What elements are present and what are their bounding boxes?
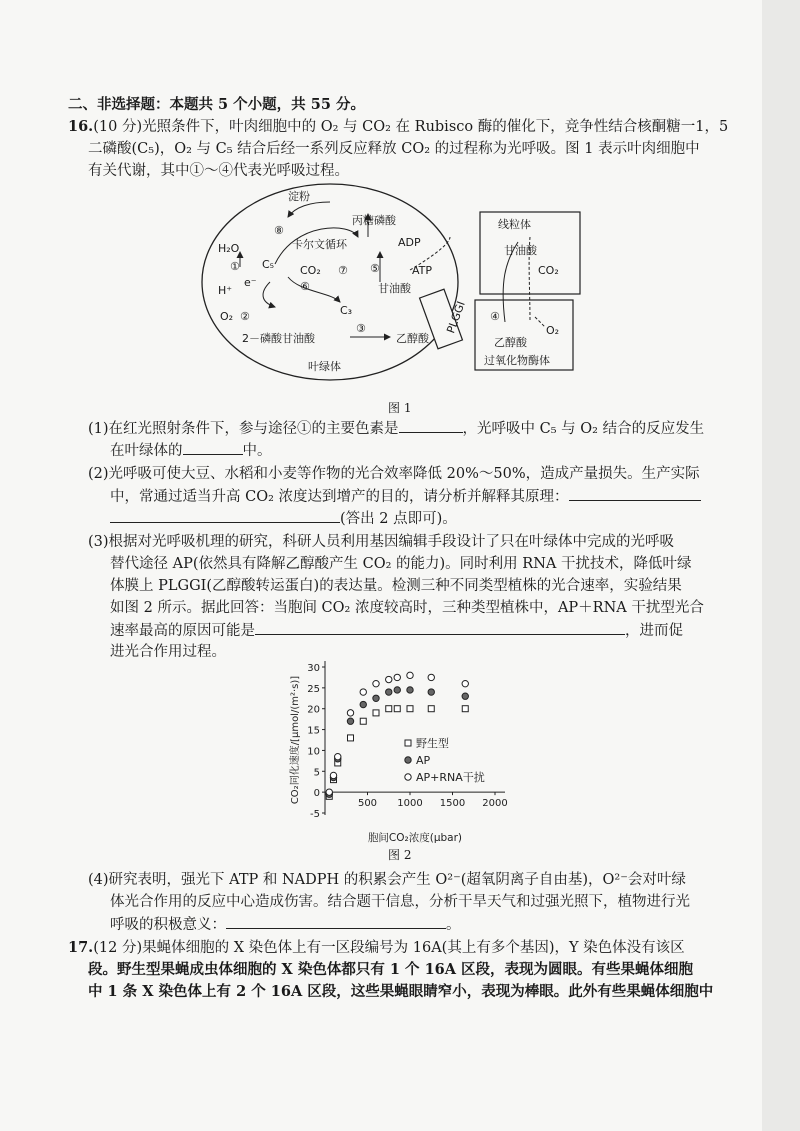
point-ap-rnai: [326, 789, 332, 795]
legend-marker-ap: [405, 757, 411, 763]
label-c5: C₅: [262, 258, 275, 271]
point-wild-type: [386, 706, 392, 712]
y-tick-label: 10: [307, 746, 320, 758]
point-ap-rnai: [330, 772, 336, 778]
label-glycerate: 甘油酸: [378, 282, 411, 295]
label-co2: CO₂: [300, 264, 321, 277]
label-h2o: H₂O: [218, 242, 240, 255]
label-n4: ④: [490, 310, 500, 323]
point-wild-type: [462, 706, 468, 712]
chloroplast-outline: [202, 184, 458, 380]
label-n7: ⑦: [338, 264, 348, 277]
q17-line-3: 中 1 条 X 染色体上有 2 个 16A 区段，这些果蝇眼睛窄小，表现为棒眼。此外有些果蝇体细胞中: [88, 983, 714, 1000]
label-h-plus: H⁺: [218, 284, 233, 297]
label-n6: ⑥: [300, 280, 310, 293]
q16-sub2-line-3: (答出 2 点即可)。: [110, 508, 457, 529]
figure-1-diagram: [200, 182, 600, 412]
point-ap-rnai: [347, 710, 353, 716]
point-wild-type: [348, 735, 354, 741]
point-wild-type: [360, 718, 366, 724]
q16-stem-line-3: 有关代谢，其中①～④代表光呼吸过程。: [88, 163, 349, 179]
label-glycolate: 乙醇酸: [396, 332, 429, 345]
point-ap-rnai: [407, 672, 413, 678]
q17-line-1: 17.(12 分)果蝇体细胞的 X 染色体上有一区段编号为 16A(其上有多个基因)，Y 染色体没有该区: [68, 939, 685, 956]
q16-stem-line-1: 16.(10 分)光照条件下，叶肉细胞中的 O₂ 与 CO₂ 在 Rubisco 酶的催化下，竞争性结合核酮糖一1，5: [68, 118, 729, 135]
q16-sub4-line-3: 呼吸的积极意义： 。: [110, 914, 461, 935]
point-ap: [428, 689, 434, 695]
point-ap: [360, 701, 366, 707]
label-pga: 2－磷酸甘油酸: [242, 332, 315, 345]
point-wild-type: [428, 706, 434, 712]
q16-sub3-line-2: 替代途径 AP(依然具有降解乙醇酸产生 CO₂ 的能力)。同时利用 RNA 干扰技术，降低叶绿: [110, 556, 692, 572]
point-wild-type: [394, 706, 400, 712]
q16-sub4-line-2: 体光合作用的反应中心造成伤害。结合题干信息，分析干旱天气和过强光照下，植物进行光: [110, 894, 690, 910]
label-calvin: 卡尔文循环: [292, 238, 347, 251]
plggi-label: PLGGI: [444, 299, 468, 336]
label-perox-o2: O₂: [546, 324, 560, 337]
q17-number: 17.: [68, 939, 94, 956]
section-header: 二、非选择题：本题共 5 个小题，共 55 分。: [68, 96, 365, 113]
legend-marker-ap-rnai: [405, 774, 411, 780]
label-mito-glycerate: 甘油酸: [504, 244, 537, 257]
point-ap-rnai: [386, 676, 392, 682]
q17-line-2: 段。野生型果蝇成虫体细胞的 X 染色体都只有 1 个 16A 区段，表现为圆眼。有些果蝇体细胞: [88, 961, 694, 978]
answer-blank[interactable]: [183, 440, 243, 455]
label-chloroplast: 叶绿体: [308, 360, 341, 373]
label-n5: ⑤: [370, 262, 380, 275]
legend-marker-wild-type: [405, 740, 411, 746]
q16-sub1-line-1: (1)在红光照射条件下，参与途径①的主要色素是 ，光呼吸中 C₅ 与 O₂ 结合的反应发生: [88, 418, 704, 439]
label-mitochondrion: 线粒体: [498, 218, 531, 231]
x-tick-label: 1000: [397, 798, 423, 810]
legend-label: AP+RNA干扰: [416, 771, 485, 784]
label-mito-co2: CO₂: [538, 264, 559, 277]
figure-2-caption: 图 2: [388, 848, 412, 862]
label-adp: ADP: [398, 236, 421, 249]
point-ap: [347, 718, 353, 724]
label-n3: ③: [356, 322, 366, 335]
answer-blank[interactable]: [255, 620, 625, 635]
q16-sub3-line-3: 体膜上 PLGGI(乙醇酸转运蛋白)的表达量。检测三种不同类型植株的光合速率，实验结果: [110, 578, 682, 594]
label-n8: ⑧: [274, 224, 284, 237]
q16-sub3-line-4: 如图 2 所示。据此回答：当胞间 CO₂ 浓度较高时，三种类型植株中，AP＋RNA 干扰型光合: [110, 600, 704, 616]
point-ap-rnai: [335, 753, 341, 759]
y-tick-label: 30: [307, 663, 320, 674]
x-tick-label: 1500: [439, 798, 466, 810]
q16-sub3-line-5: 速率最高的原因可能是 ，进而促: [110, 620, 683, 641]
point-ap: [394, 687, 400, 693]
label-perox-glycolate: 乙醇酸: [494, 336, 527, 349]
answer-blank[interactable]: [110, 508, 340, 523]
q16-stem-line-2: 二磷酸(C₅)，O₂ 与 C₅ 结合后经一系列反应释放 CO₂ 的过程称为光呼吸。图 1 表示叶肉细胞中: [88, 141, 700, 157]
point-ap-rnai: [360, 689, 366, 695]
y-tick-label: 20: [307, 704, 320, 716]
label-o2: O₂: [220, 310, 234, 323]
point-ap: [462, 693, 468, 699]
y-tick-label: 15: [307, 725, 320, 737]
legend-label: AP: [416, 754, 431, 767]
point-ap-rnai: [462, 680, 468, 686]
y-axis-label: CO₂同化速度/[μmol/(m²·s)]: [290, 675, 301, 805]
point-ap-rnai: [428, 674, 434, 680]
label-n2: ②: [240, 310, 250, 323]
y-tick-label: 25: [307, 683, 320, 695]
answer-blank[interactable]: [399, 418, 463, 433]
figure-2-chart: [280, 655, 530, 845]
x-axis-label: 胞间CO₂浓度(μbar): [367, 832, 463, 844]
q16-sub2-line-2: 中，常通过适当升高 CO₂ 浓度达到增产的目的，请分析并解释其原理：: [110, 486, 701, 507]
label-atp: ATP: [412, 264, 433, 277]
x-tick-label: 2000: [482, 798, 508, 810]
answer-blank[interactable]: [569, 486, 701, 501]
q16-number: 16.: [68, 118, 94, 135]
point-ap-rnai: [394, 674, 400, 680]
label-starch: 淀粉: [288, 190, 310, 203]
point-wild-type: [407, 706, 413, 712]
q16-sub2-line-1: (2)光呼吸可使大豆、水稻和小麦等作物的光合效率降低 20%～50%，造成产量损失。生产实际: [88, 466, 700, 482]
label-triose: 丙糖磷酸: [352, 214, 396, 227]
legend-label: 野生型: [416, 737, 449, 750]
q16-sub4-line-1: (4)研究表明，强光下 ATP 和 NADPH 的积累会产生 O²⁻(超氧阴离子自由基)，O²⁻会对叶绿: [88, 872, 686, 888]
label-peroxisome: 过氧化物酶体: [484, 354, 550, 367]
y-tick-label: 5: [313, 767, 320, 779]
point-ap: [386, 689, 392, 695]
q16-sub3-line-6: 进光合作用过程。: [110, 644, 226, 660]
x-tick-label: 500: [357, 798, 378, 810]
page-edge: [762, 0, 800, 1131]
y-tick-label: -5: [310, 809, 320, 820]
label-e-minus: e⁻: [244, 276, 257, 289]
answer-blank[interactable]: [226, 914, 446, 929]
q16-sub1-line-2: 在叶绿体的 中。: [110, 440, 272, 461]
figure-1-caption: 图 1: [388, 401, 412, 415]
point-wild-type: [373, 710, 379, 716]
label-c3: C₃: [340, 304, 353, 317]
point-ap-rnai: [373, 680, 379, 686]
label-n1: ①: [230, 260, 240, 273]
point-ap: [407, 687, 413, 693]
y-tick-label: 0: [313, 788, 320, 800]
q16-sub3-line-1: (3)根据对光呼吸机理的研究，科研人员利用基因编辑手段设计了只在叶绿体中完成的光呼吸: [88, 534, 675, 550]
point-ap: [373, 695, 379, 701]
